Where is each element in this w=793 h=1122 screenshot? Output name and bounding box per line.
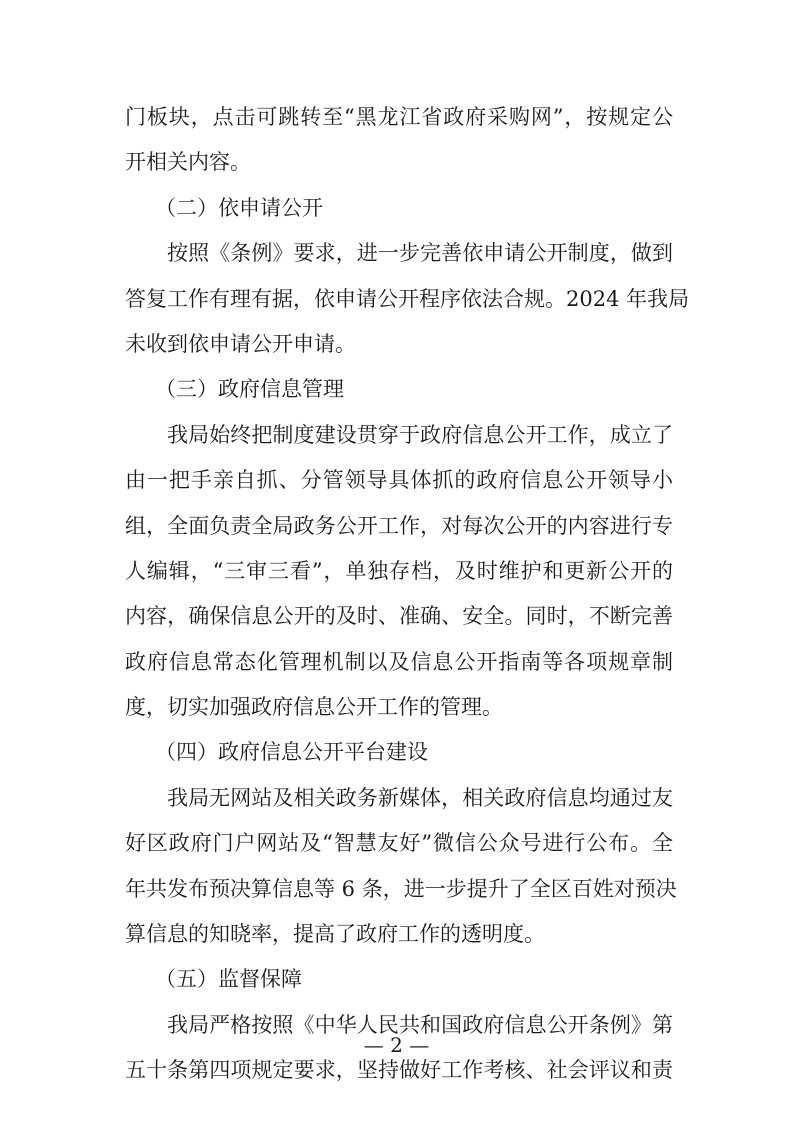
paragraph-line: 内容，确保信息公开的及时、准确、安全。同时，不断完善 <box>125 604 673 629</box>
paragraph-line: 度，切实加强政府信息公开工作的管理。 <box>125 695 503 720</box>
paragraph-line: 组，全面负责全局政务公开工作，对每次公开的内容进行专 <box>125 513 673 538</box>
paragraph-line: 我局无网站及相关政务新媒体，相关政府信息均通过友 <box>167 785 673 810</box>
paragraph-line: 开相关内容。 <box>125 150 251 175</box>
paragraph-line: 答复工作有理有据，依申请公开程序依法合规。2024 年我局 <box>125 286 690 311</box>
section-heading: （四）政府信息公开平台建设 <box>155 740 428 765</box>
paragraph-line: 按照《条例》要求，进一步完善依申请公开制度，做到 <box>167 241 673 266</box>
paragraph-line: 好区政府门户网站及“智慧友好”微信公众号进行公布。全 <box>125 831 673 856</box>
paragraph-line: 我局始终把制度建设贯穿于政府信息公开工作，成立了 <box>167 422 673 447</box>
paragraph-line: 由一把手亲自抓、分管领导具体抓的政府信息公开领导小 <box>125 468 673 493</box>
section-heading: （五）监督保障 <box>155 967 302 992</box>
paragraph-line: 算信息的知晓率，提高了政府工作的透明度。 <box>125 922 545 947</box>
section-heading: （三）政府信息管理 <box>155 377 344 402</box>
page-number: — 2 — <box>363 1033 430 1057</box>
section-heading: （二）依申请公开 <box>155 195 323 220</box>
paragraph-line: 我局严格按照《中华人民共和国政府信息公开条例》第 <box>167 1012 673 1037</box>
paragraph-line: 年共发布预决算信息等 6 条，进一步提升了全区百姓对预决 <box>125 876 677 901</box>
paragraph-line: 门板块，点击可跳转至“黑龙江省政府采购网”，按规定公 <box>125 105 673 129</box>
document-body <box>125 97 690 1096</box>
paragraph-line: 五十条第四项规定要求，坚持做好工作考核、社会评议和责 <box>125 1058 673 1083</box>
paragraph-line: 人编辑，“三审三看”，单独存档，及时维护和更新公开的 <box>125 558 673 583</box>
paragraph-line: 未收到依申请公开申请。 <box>125 331 356 356</box>
paragraph-line: 政府信息常态化管理机制以及信息公开指南等各项规章制 <box>125 649 673 674</box>
